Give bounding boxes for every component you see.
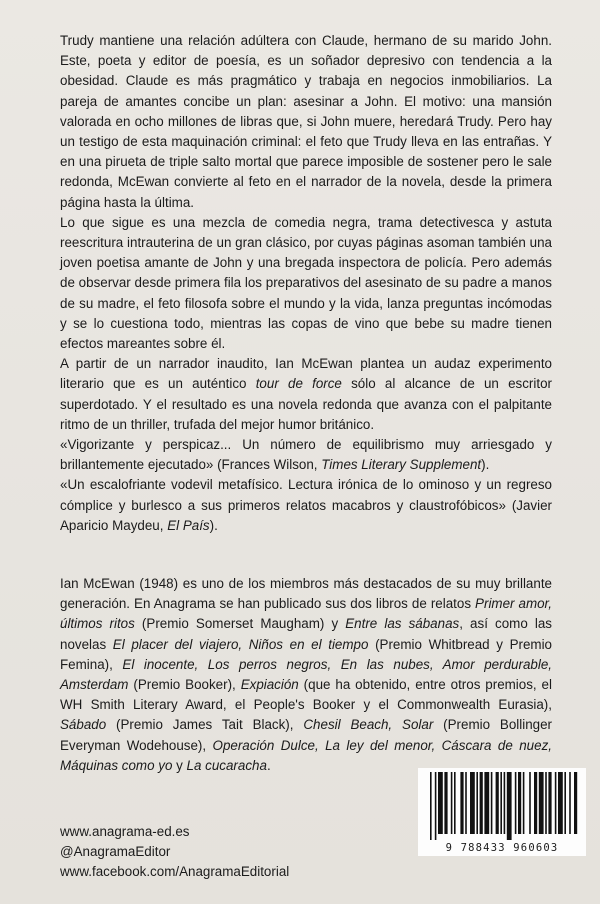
text-run: A partir de un narrador inaudito, Ian McEwan plantea un audaz experimento literario que es un auténtico bbox=[60, 356, 552, 392]
author-bio-paragraph bbox=[60, 574, 552, 776]
barcode-bar bbox=[507, 772, 512, 840]
barcode-bar bbox=[444, 772, 447, 834]
text-run: (Premio James Tait Black), bbox=[106, 717, 304, 733]
barcode-bar bbox=[476, 772, 478, 834]
barcode-bar bbox=[465, 772, 467, 834]
text-run: «Un escalofriante vodevil metafísico. Lectura irónica de lo ominoso y un regreso cómplice y burlesco a sus primeros relatos macabros y claustrofóbicos» (Javier Aparicio Maydeu, bbox=[60, 477, 552, 533]
barcode-bar bbox=[539, 772, 544, 834]
barcode-bar bbox=[484, 772, 489, 834]
text-run: ). bbox=[481, 457, 490, 473]
barcode-bar bbox=[518, 772, 521, 834]
barcode-bar bbox=[515, 772, 517, 834]
italic-run: Expiación bbox=[240, 677, 299, 693]
italic-run: Sábado bbox=[60, 717, 107, 733]
synopsis-paragraph-1: Trudy mantiene una relación adúltera con Claude, hermano de su marido John. Este, poeta y editor de poesía, es un soñador depresivo con tendencia a la obesidad. Claude es más pragmático y trabaja en negocios inmobiliarios. La pareja de amantes concibe un plan: asesinar a John. El motivo: una mansión valorada en ocho millones de libras que, si John muere, heredará Trudy. Pero hay un testigo de esta maquinación criminal: el feto que Trudy lleva en las entrañas. Y en una pirueta de triple salto mortal que parece imposible de sostener pero le sale redonda, McEwan convierte al feto en el narrador de la novela, desde la primera página hasta la última. bbox=[60, 33, 552, 210]
italic-run: Times Literary Supplement bbox=[321, 457, 482, 473]
barcode-bar bbox=[496, 772, 499, 834]
barcode-bar bbox=[491, 772, 493, 834]
text-run: (Premio Whitbread y Premio Femina), bbox=[60, 636, 553, 672]
website-link[interactable]: www.anagrama-ed.es bbox=[60, 824, 190, 839]
barcode-bar bbox=[545, 772, 547, 834]
text-run: (Premio Booker), bbox=[128, 677, 241, 693]
text-run: «Vigorizante y perspicaz... Un número de equilibrismo muy arriesgado y brillantemente ejecutado» (Frances Wilson, bbox=[60, 437, 552, 473]
italic-run: Primer amor, últimos ritos bbox=[60, 596, 552, 632]
text-run: . bbox=[266, 757, 271, 773]
synopsis-paragraph-2: Lo que sigue es una mezcla de comedia negra, trama detectivesca y astuta reescritura intrauterina de un gran clásico, por cuyas páginas asoman también una joven poetisa amante de John y una bregada inspectora de policía. Pero además de observar desde primera fila los preparativos del asesinato de su padre a manos de su madre, el feto filosofa sobre el mundo y la vida, lanza preguntas incómodas y se lo cuestiona todo, mientras las copas de vino que bebe su madre tienen efectos mareantes sobre él. bbox=[60, 214, 552, 352]
barcode-bar bbox=[555, 772, 557, 834]
barcode-bar bbox=[470, 772, 475, 834]
synopsis-paragraph-3 bbox=[60, 354, 552, 435]
barcode-bar bbox=[480, 772, 483, 834]
barcode-bar bbox=[454, 772, 456, 834]
publisher-links bbox=[60, 822, 289, 882]
isbn-barcode bbox=[418, 768, 586, 856]
isbn-digits: 9 788433 960603 bbox=[445, 842, 559, 854]
barcode-bar bbox=[548, 772, 551, 834]
italic-run: tour de force bbox=[255, 376, 342, 392]
text-run: Ian McEwan (1948) es uno de los miembros más destacados de su muy brillante generación. En Anagrama se han publicado sus dos libros de relatos bbox=[60, 576, 552, 612]
text-run: (que ha obtenido, entre otros premios, el WH Smith Literary Award, el People's Booker y el Commonwealth Eurasia), bbox=[60, 677, 552, 713]
italic-run: El inocente, Los perros negros, En las nubes, Amor perdurable, Amsterdam bbox=[60, 656, 552, 693]
barcode-bar bbox=[451, 772, 453, 834]
text-run: , así como las novelas bbox=[60, 616, 552, 652]
text-run: ). bbox=[209, 517, 218, 533]
barcode-bar bbox=[569, 772, 571, 834]
barcode-bar bbox=[460, 772, 463, 834]
text-run: (Premio Bollinger Everyman Wodehouse), bbox=[60, 717, 553, 753]
italic-run: El País bbox=[167, 517, 210, 533]
synopsis bbox=[60, 31, 552, 536]
text-run: sólo al alcance de un escritor superdotado. Y el resultado es una novela redonda que avanza con el palpitante ritmo de un thriller, trufada del mejor humor británico. bbox=[60, 376, 552, 432]
barcode-bars bbox=[422, 772, 582, 840]
author-bio bbox=[60, 574, 552, 776]
barcode-bar bbox=[430, 772, 432, 840]
barcode-bar bbox=[558, 772, 563, 834]
barcode-bar bbox=[574, 772, 577, 834]
barcode-bar bbox=[500, 772, 502, 834]
barcode-bar bbox=[504, 772, 506, 834]
italic-run: Chesil Beach, Solar bbox=[303, 717, 434, 733]
italic-run: El placer del viajero, Niños en el tiempo bbox=[112, 636, 369, 652]
barcode-bar bbox=[438, 772, 443, 834]
barcode-bar bbox=[534, 772, 537, 834]
text-run: (Premio Somerset Maugham) y bbox=[134, 616, 346, 632]
facebook-link[interactable]: www.facebook.com/AnagramaEditorial bbox=[60, 864, 290, 879]
review-quote-2 bbox=[60, 475, 552, 536]
barcode-bar bbox=[523, 772, 525, 834]
text-run: y bbox=[172, 757, 187, 773]
barcode-bar bbox=[529, 772, 531, 834]
barcode-bar bbox=[435, 772, 437, 840]
italic-run: La cucaracha bbox=[186, 757, 267, 773]
italic-run: Entre las sábanas bbox=[345, 616, 460, 632]
italic-run: Operación Dulce, La ley del menor, Cáscara de nuez, Máquinas como yo bbox=[60, 737, 552, 773]
barcode-bar bbox=[564, 772, 566, 834]
twitter-handle[interactable]: @AnagramaEditor bbox=[60, 844, 171, 859]
review-quote-1 bbox=[60, 435, 552, 475]
